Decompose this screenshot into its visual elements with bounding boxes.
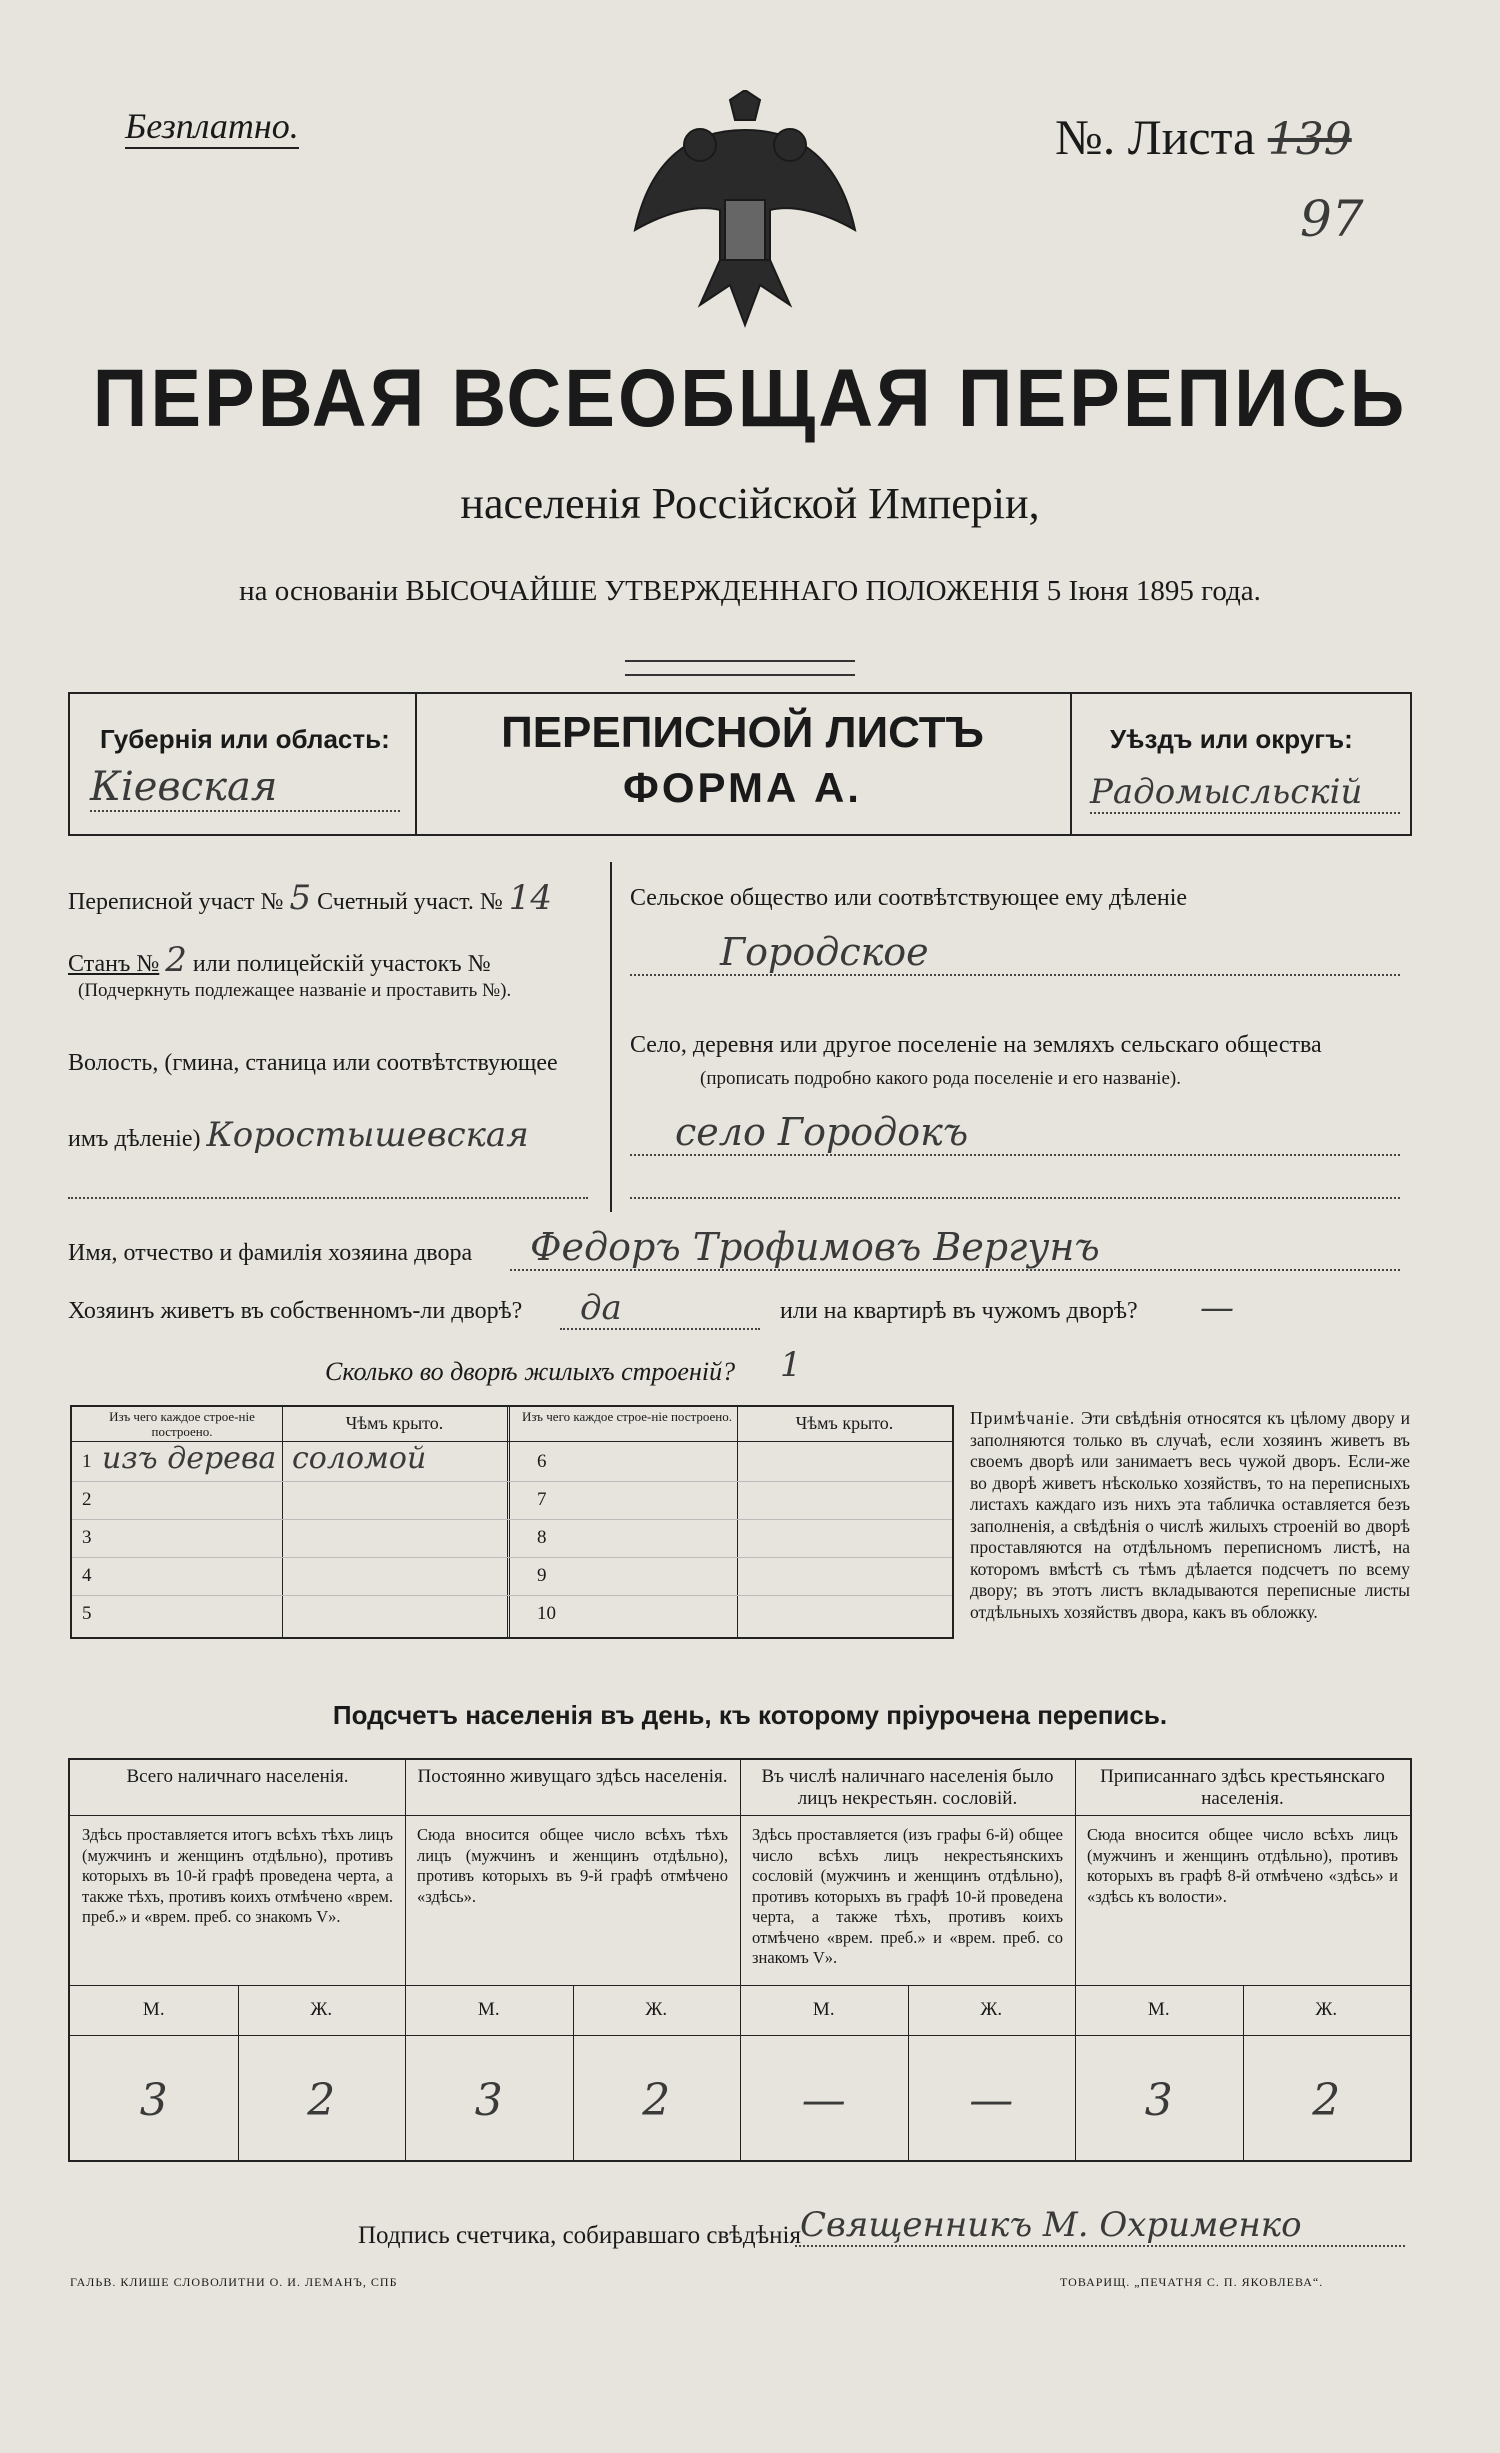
- female-count: 2: [1312, 2075, 1341, 2126]
- population-col-title: Въ числѣ наличнаго населенія было лицъ некрестьян. сословій.: [761, 1766, 1054, 1809]
- underline-note: (Подчеркнуть подлежащее названіе и проставить №).: [78, 980, 512, 1001]
- province-label: Губернія или область:: [100, 724, 390, 754]
- counting-area-label: Счетный участ. №: [317, 889, 503, 915]
- dotted-line: [68, 1195, 588, 1199]
- police-label: или полицейскій участокъ №: [192, 951, 491, 977]
- volost-label: Волость, (гмина, станица или соотвѣтствующее: [68, 1050, 558, 1076]
- male-label: М.: [477, 1999, 500, 2020]
- signature-label: Подпись счетчика, собиравшаго свѣдѣнія: [358, 2222, 801, 2249]
- col-material-right: Изъ чего каждое строе-ніе построено.: [522, 1409, 732, 1424]
- footer-right: ТОВАРИЩ. „ПЕЧАТНЯ С. П. ЯКОВЛЕВА“.: [1060, 2275, 1324, 2289]
- form-subtitle: ФОРМА А.: [623, 764, 862, 811]
- row-number: 7: [537, 1489, 547, 1510]
- male-count: 3: [474, 2075, 503, 2126]
- district-value: Радомысльскій: [1090, 772, 1400, 814]
- row-number: 8: [537, 1527, 547, 1548]
- row-number: 4: [82, 1565, 92, 1586]
- col-roof-left: Чѣмъ крыто.: [345, 1413, 444, 1433]
- female-count: 2: [642, 2075, 671, 2126]
- col-line: [737, 1407, 738, 1637]
- male-label: М.: [142, 1999, 165, 2020]
- society-value: Городское: [630, 930, 1400, 976]
- own-yard-label: Хозяинъ живетъ въ собственномъ-ли дворѣ?: [68, 1298, 523, 1324]
- footer-left: ГАЛЬВ. КЛИШЕ СЛОВОЛИТНИ О. И. ЛЕМАНЪ, СПБ: [70, 2275, 398, 2289]
- sheet-number-label: [1055, 108, 1352, 166]
- section-divider: [610, 862, 612, 1212]
- owner-name-label: Имя, отчество и фамилія хозяина двора: [68, 1240, 473, 1266]
- col-roof-right: Чѣмъ крыто.: [795, 1413, 894, 1433]
- legal-basis: на основаніи ВЫСОЧАЙШЕ УТВЕРЖДЕННАГО ПОЛОЖЕНІЯ 5 Іюня 1895 года.: [239, 575, 1261, 607]
- free-label: Безплатно.: [125, 105, 299, 149]
- row-line: [72, 1481, 952, 1482]
- census-area-label: Переписной участ №: [68, 889, 284, 915]
- buildings-value: 1: [780, 1345, 802, 1385]
- volost-row: [68, 1115, 529, 1155]
- female-label: Ж.: [645, 1999, 668, 2020]
- population-col-desc: Сюда вносится общее число всѣхъ лицъ (мужчинъ и женщинъ отдѣльно), противъ которыхъ въ графѣ 8-й отмѣчено «здѣсь» и «здѣсь къ волости».: [1087, 1825, 1398, 1906]
- signature-value: Священникъ М. Охрименко: [795, 2205, 1405, 2247]
- male-count: 3: [1144, 2075, 1173, 2126]
- buildings-table: [70, 1405, 954, 1639]
- female-label: Ж.: [310, 1999, 333, 2020]
- population-col-desc: Здѣсь проставляется (изъ графы 6-й) общее число всѣхъ лицъ некрестьянскихъ сословій (мужчинъ и женщинъ отдѣльно), противъ которыхъ въ графѣ 10-й проведена черта, а также тѣхъ, противъ коихъ отмѣчено «врем. преб.» и «врем. преб. со знакомъ V».: [752, 1825, 1063, 1967]
- society-label: Сельское общество или соотвѣтствующее ему дѣленіе: [630, 885, 1188, 911]
- row-number: 5: [82, 1603, 92, 1624]
- female-count: —: [969, 2075, 1014, 2126]
- census-area-value: 5: [289, 878, 312, 918]
- form-header-box: [68, 692, 1412, 836]
- double-headed-eagle-emblem: [630, 90, 860, 330]
- col-material-left: Изъ чего каждое строе-ніе построено.: [109, 1409, 255, 1439]
- row-number: 3: [82, 1527, 92, 1548]
- female-label: Ж.: [980, 1999, 1003, 2020]
- stan-value: 2: [165, 940, 187, 980]
- sheet-number-struck: 139: [1267, 114, 1352, 165]
- row-line: [72, 1557, 952, 1558]
- note-text: Эти свѣдѣнія относятся къ цѣлому двору и заполняются только въ случаѣ, если хозяинъ живетъ въ своемъ дворѣ или занимаетъ весь чужой дворъ. Если-же во дворѣ живетъ нѣсколько хозяйствъ, то на переписныхъ листахъ каждаго изъ нихъ эта табличка оставляется безъ заполненія, а свѣдѣнія о числѣ жилыхъ строеній во дворѣ проставляются на отдѣльномъ переписномъ листѣ, на которомъ вмѣстѣ съ тѣмъ дѣлается подсчетъ по всему двору; въ этотъ листъ вкладываются переписные листы отдѣльныхъ хозяйствъ двора, какъ въ обложку.: [970, 1408, 1410, 1622]
- divider: [1070, 694, 1072, 834]
- female-count: 2: [307, 2075, 336, 2126]
- own-yard-value: да: [560, 1288, 760, 1330]
- male-label: М.: [812, 1999, 835, 2020]
- counting-area-value: 14: [508, 878, 553, 918]
- row-number: 1: [82, 1451, 92, 1472]
- row-line: [72, 1595, 952, 1596]
- village-label: Село, деревня или другое поселеніе на земляхъ сельскаго общества: [630, 1032, 1322, 1058]
- district-label: Уѣздъ или округъ:: [1110, 724, 1353, 754]
- male-label: М.: [1147, 1999, 1170, 2020]
- col-line: [507, 1407, 510, 1637]
- volost-value: Коростышевская: [206, 1115, 529, 1155]
- census-area-row: [68, 878, 552, 918]
- population-heading: Подсчетъ населенія въ день, къ которому пріурочена перепись.: [332, 1700, 1168, 1730]
- stan-row: [68, 940, 491, 980]
- row-number: 10: [537, 1603, 556, 1624]
- form-title: ПЕРЕПИСНОЙ ЛИСТЪ: [501, 708, 984, 757]
- population-col-title: Всего наличнаго населенія.: [126, 1766, 349, 1787]
- owner-name-value: Федоръ Трофимовъ Вергунъ: [510, 1225, 1400, 1271]
- row-line: [70, 2035, 1410, 2036]
- sheet-number-text: №. Листа: [1055, 109, 1256, 165]
- row-line: [72, 1519, 952, 1520]
- row-roof: соломой: [292, 1441, 427, 1476]
- female-label: Ж.: [1315, 1999, 1338, 2020]
- row-line: [70, 1985, 1410, 1986]
- dotted-line: [630, 1195, 1400, 1199]
- province-value: Кіевская: [90, 764, 400, 812]
- population-col-desc: Сюда вносится общее число всѣхъ тѣхъ лицъ (мужчинъ и женщинъ отдѣльно), противъ которыхъ въ 9-й графѣ отмѣчено «здѣсь».: [417, 1825, 728, 1906]
- buildings-label: Сколько во дворѣ жилыхъ строеній?: [325, 1357, 736, 1386]
- population-col-title: Постоянно живущаго здѣсь населенія.: [417, 1766, 728, 1787]
- sheet-number-new: 97: [1300, 190, 1364, 248]
- population-col-title: Приписаннаго здѣсь крестьянскаго населенія.: [1100, 1766, 1385, 1809]
- page-subtitle: населенія Россійской Имперіи,: [460, 479, 1040, 528]
- ornament-divider: [625, 660, 855, 676]
- male-count: 3: [139, 2075, 168, 2126]
- rented-label: или на квартирѣ въ чужомъ дворѣ?: [780, 1298, 1138, 1324]
- page-title: ПЕРВАЯ ВСЕОБЩАЯ ПЕРЕПИСЬ: [92, 352, 1408, 445]
- col-line: [282, 1407, 283, 1637]
- row-material: изъ дерева: [102, 1441, 277, 1476]
- rented-value: —: [1200, 1288, 1234, 1328]
- village-value: село Городокъ: [630, 1110, 1400, 1156]
- population-col-desc: Здѣсь проставляется итогъ всѣхъ тѣхъ лицъ (мужчинъ и женщинъ отдѣльно), противъ которыхъ въ 10-й графѣ проведена черта, а также тѣхъ, противъ коихъ отмѣчено «врем. преб.» и «врем. преб. со знакомъ V».: [82, 1825, 393, 1926]
- note-title: Примѣчаніе.: [970, 1408, 1076, 1428]
- note-block: [970, 1408, 1410, 1623]
- population-table: [68, 1758, 1412, 2162]
- volost-label-2: имъ дѣленіе): [68, 1126, 201, 1152]
- stan-label: Станъ №: [68, 951, 160, 977]
- male-count: —: [801, 2075, 846, 2126]
- village-note: (прописать подробно какого рода поселеніе и его названіе).: [700, 1068, 1181, 1089]
- row-number: 2: [82, 1489, 92, 1510]
- row-line: [70, 1815, 1410, 1816]
- row-number: 6: [537, 1451, 547, 1472]
- row-number: 9: [537, 1565, 547, 1586]
